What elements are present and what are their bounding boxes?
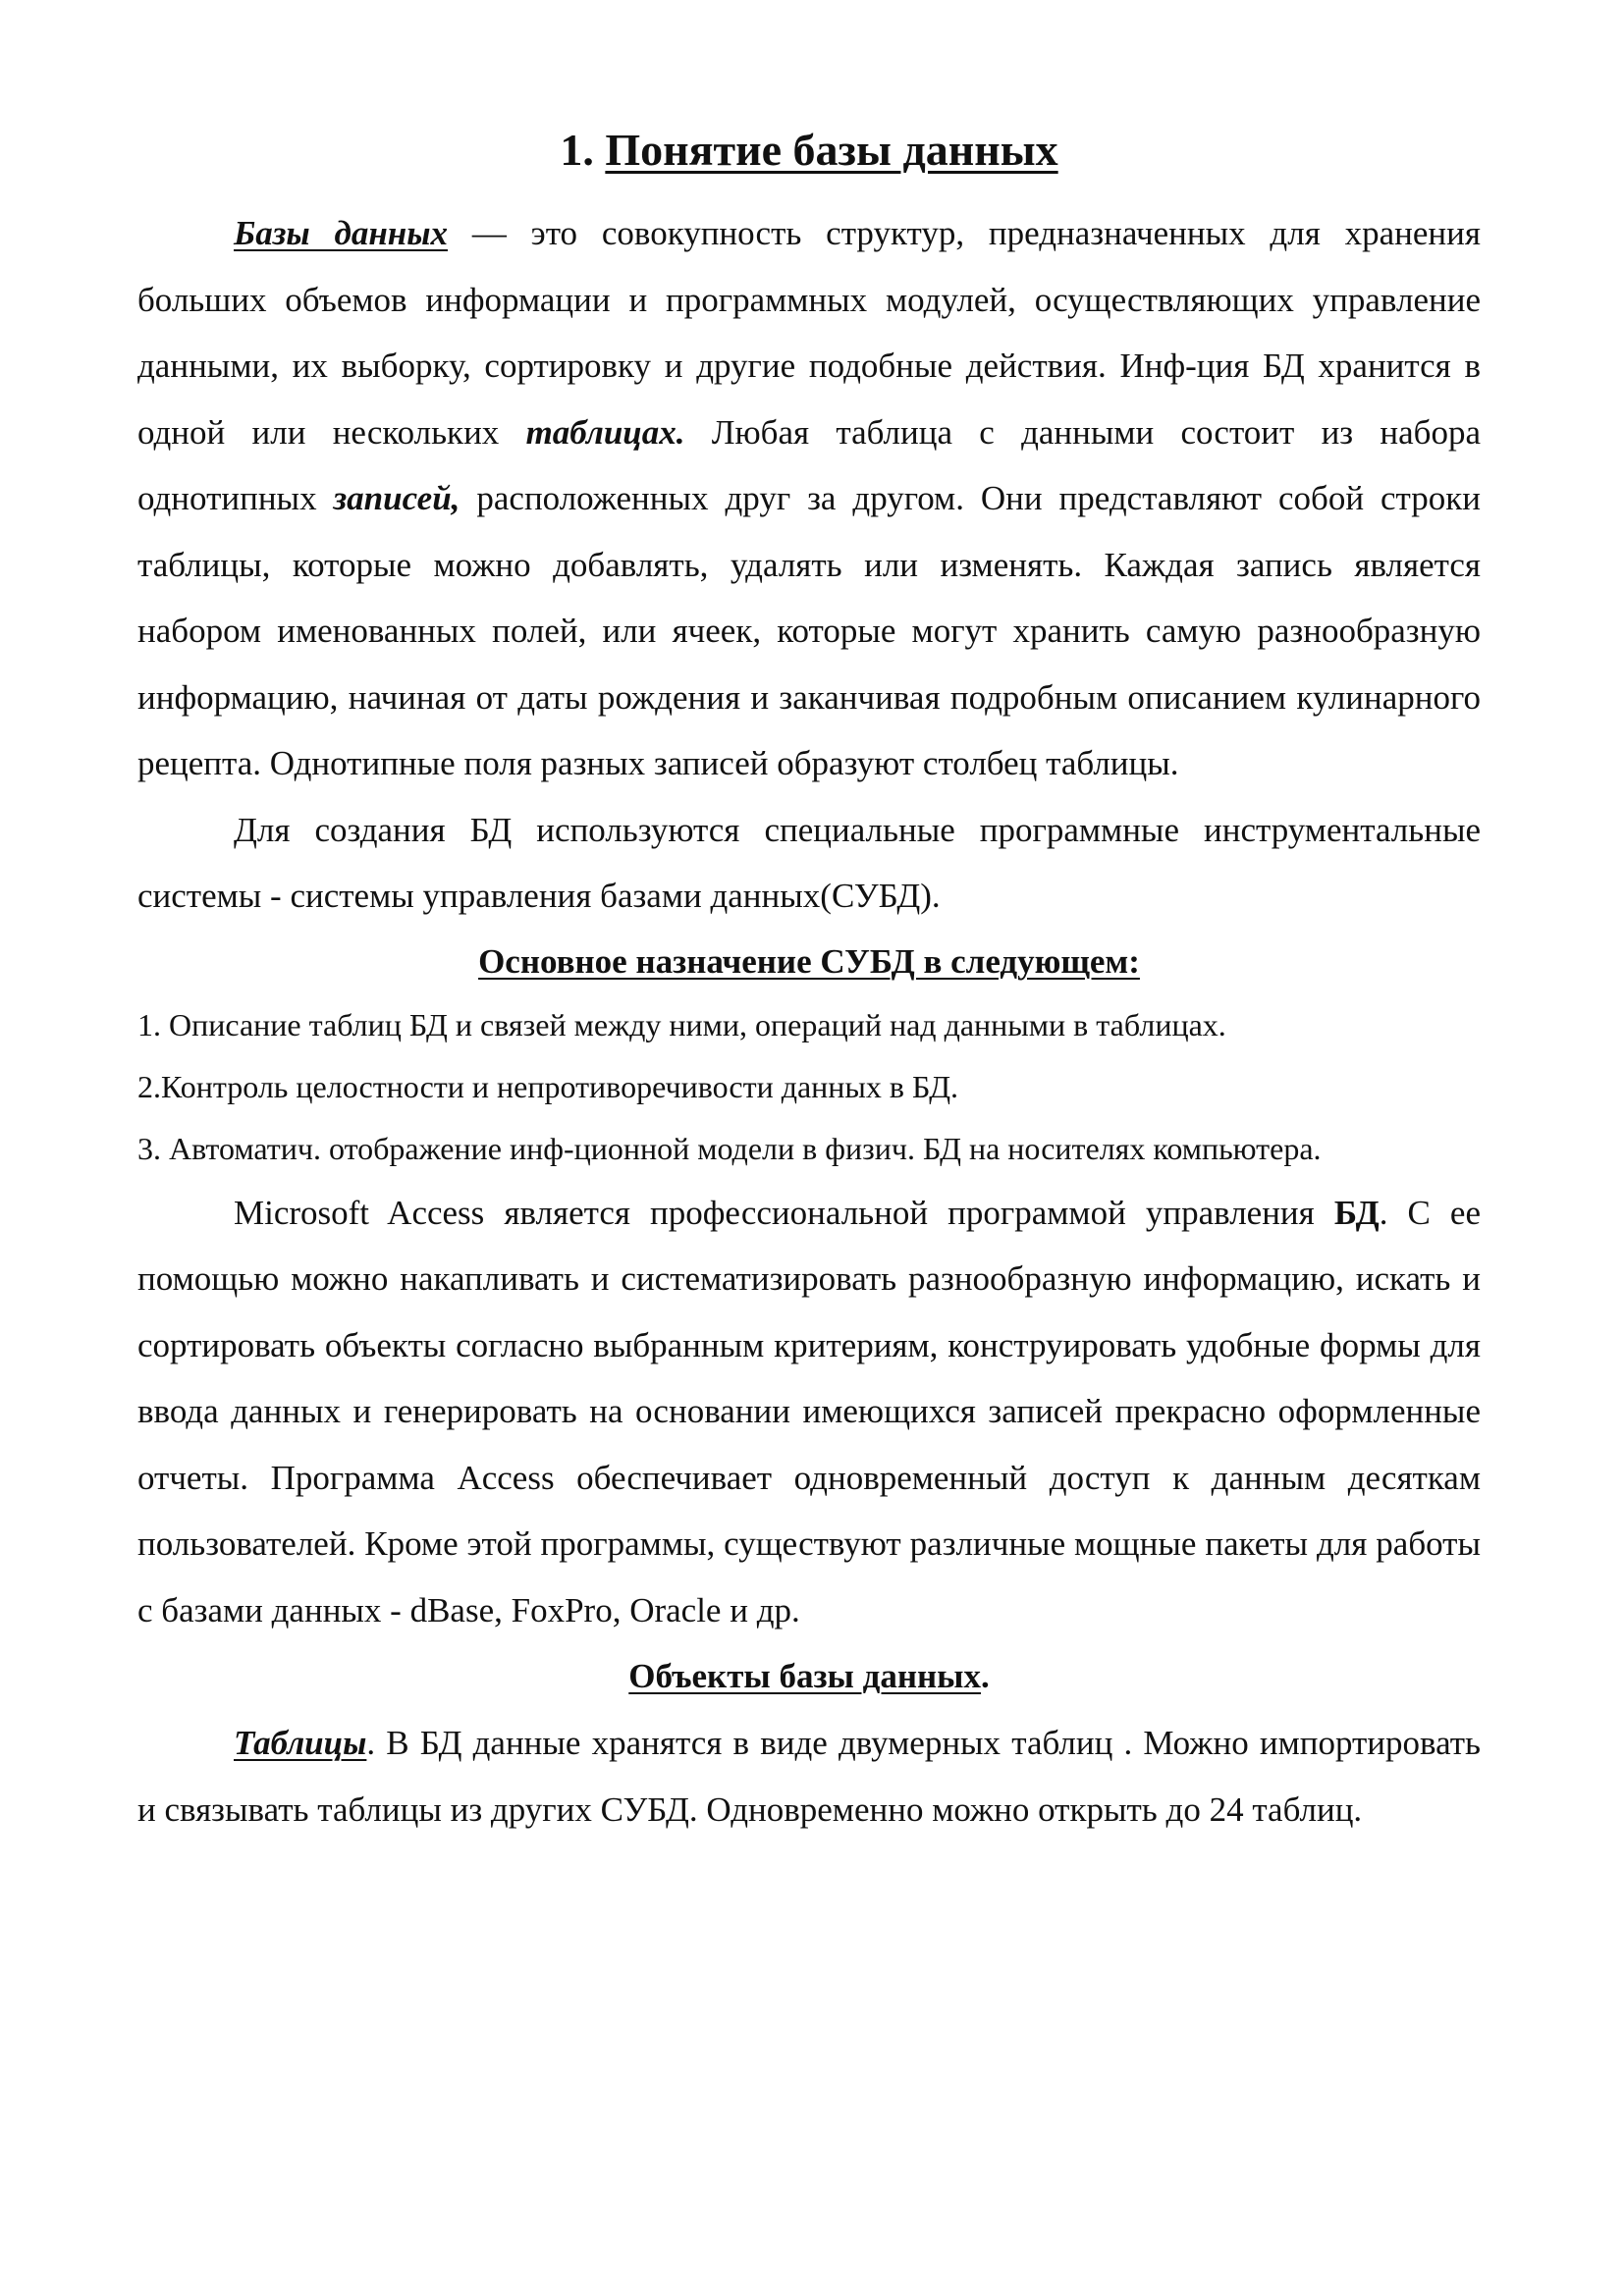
- access-bold-bd: БД: [1333, 1193, 1380, 1232]
- term-records: записей,: [333, 479, 460, 517]
- page-title: [137, 118, 1481, 183]
- access-text-a: Microsoft Access является профессиональной программой управления: [234, 1193, 1334, 1232]
- list-item-2: 2.Контроль целостности и непротиворечивости данных в БД.: [137, 1068, 959, 1104]
- title-text: Понятие базы данных: [605, 125, 1058, 175]
- term-tables: таблицах.: [525, 412, 685, 452]
- paragraph-definition: [137, 200, 1481, 797]
- paragraph-dbms: [137, 797, 1481, 930]
- definition-text-a: — это совокупность структур, предназначенных для хранения больших объемов информации и программных модулей, осуществляющих управление данными, их выборку, сортировку и другие подобные действия. Инф-ция БД хранится в одной или нескольких: [137, 214, 1481, 452]
- heading-dbms-purpose: Основное назначение СУБД в следующем:: [478, 941, 1140, 981]
- paragraph-access: [137, 1180, 1481, 1644]
- heading-db-objects: [137, 1643, 1481, 1710]
- dbms-text: Для создания БД используются специальные программные инструментальные системы - системы управления базами данных(СУБД).: [137, 810, 1481, 915]
- definition-text-c: расположенных друг за другом. Они представляют собой строки таблицы, которые можно добавлять, удалять или изменять. Каждая запись является набором именованных полей, или ячеек, которые могут хранить самую разнообразную информацию, начиная от даты рождения и заканчивая подробным описанием кулинарного рецепта. Однотипные поля разных записей образуют столбец таблицы.: [137, 479, 1481, 782]
- list-item-1: 1. Описание таблиц БД и связей между ними, операций над данными в таблицах.: [137, 1006, 1226, 1042]
- title-number: 1.: [560, 125, 606, 175]
- list-item-3: 3. Автоматич. отображение инф-ционной модели в физич. БД на носителях компьютера.: [137, 1130, 1322, 1166]
- term-tables-heading: Таблицы: [234, 1724, 367, 1762]
- term-databases: Базы данных: [234, 214, 449, 252]
- document-page: [137, 118, 1481, 1842]
- tables-text: В БД данные хранятся в виде двумерных таблиц . Можно импортировать и связывать таблицы из других СУБД. Одновременно можно открыть до 24 таблиц.: [137, 1724, 1481, 1829]
- tables-dot: .: [366, 1724, 376, 1762]
- access-text-b: . С ее помощью можно накапливать и систематизировать разнообразную информацию, искать и сортировать объекты согласно выбранным критериям, конструировать удобные формы для ввода данных и генерировать на основании имеющихся записей прекрасно оформленные отчеты. Программа Access обеспечивает одновременный доступ к данным десяткам пользователей. Кроме этой программы, существуют различные мощные пакеты для работы с базами данных - dBase, FoxPro, Oracle и др.: [137, 1193, 1481, 1629]
- definition-text-b: Любая таблица с данными состоит из набора однотипных: [137, 412, 1481, 517]
- heading-db-objects-dot: .: [980, 1657, 990, 1695]
- paragraph-tables: [137, 1710, 1481, 1842]
- heading-db-objects-text: Объекты базы данных: [628, 1657, 981, 1695]
